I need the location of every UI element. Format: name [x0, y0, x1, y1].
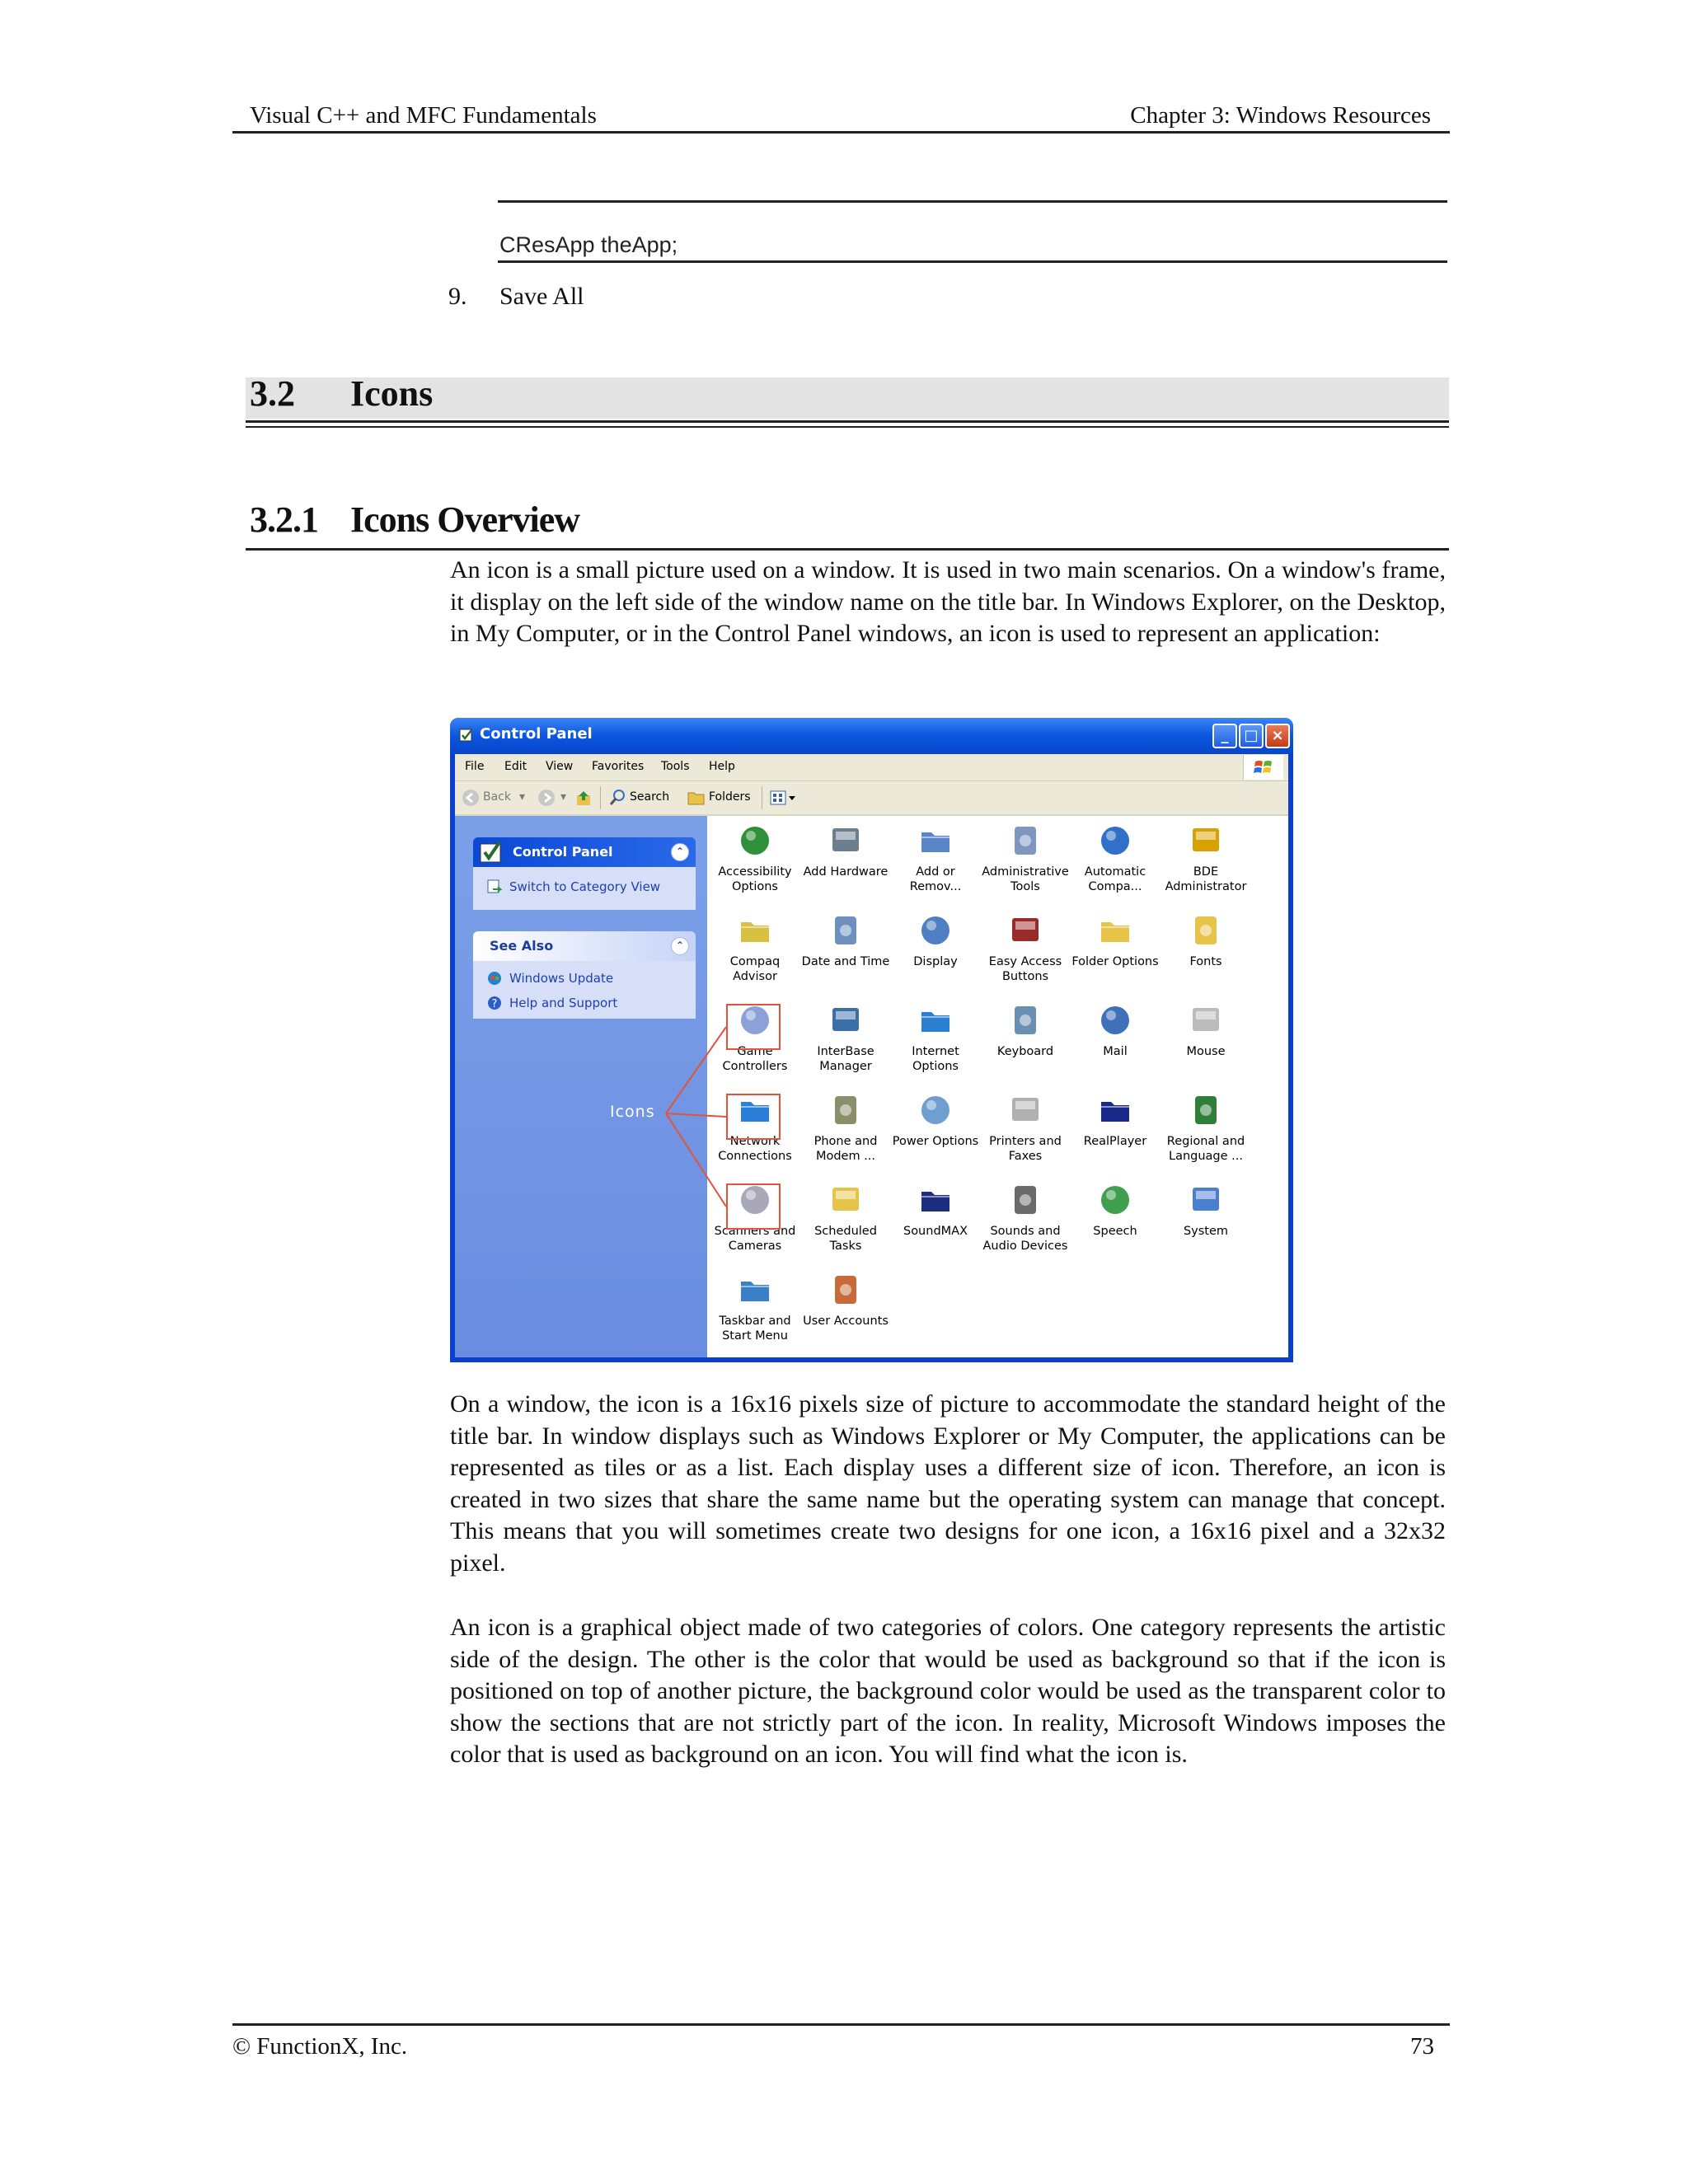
control-panel-box-title: Control Panel — [513, 844, 613, 860]
see-also-title: See Also — [490, 938, 554, 954]
control-panel-item-label: Display — [913, 955, 958, 968]
icons-callout-label: Icons — [610, 1103, 655, 1121]
control-panel-item-label: RealPlayer — [1083, 1135, 1147, 1148]
code-line: CResApp theApp; — [499, 232, 678, 257]
control-panel-item-label: Automatic Compa... — [1084, 865, 1146, 893]
collapse-icon[interactable]: ⌃ — [671, 843, 689, 861]
control-panel-item-label: Taskbar and Start Menu — [719, 1315, 791, 1343]
code-bottom-rule — [498, 260, 1447, 263]
control-panel-item-label: Power Options — [892, 1135, 979, 1148]
running-header-left: Visual C++ and MFC Fundamentals — [250, 102, 597, 129]
control-panel-item-label: Add Hardware — [803, 865, 889, 879]
section-number: 3.2 — [250, 373, 295, 414]
minimize-button[interactable]: _ — [1212, 724, 1237, 748]
control-panel-item-label: Administrative Tools — [982, 865, 1069, 893]
control-panel-item-label: Fonts — [1189, 955, 1222, 968]
help-support-link[interactable]: Help and Support — [509, 996, 618, 1010]
section-rule — [246, 420, 1449, 423]
code-top-rule — [498, 200, 1447, 203]
maximize-button[interactable]: □ — [1239, 724, 1264, 748]
menu-file[interactable]: File — [465, 760, 485, 773]
menu-tools[interactable]: Tools — [661, 760, 690, 773]
control-panel-item-label: Internet Options — [912, 1045, 959, 1073]
control-panel-item-label: Folder Options — [1071, 955, 1159, 968]
control-panel-window — [450, 718, 1293, 1362]
section-title: Icons — [350, 373, 434, 414]
control-panel-item-label: Speech — [1093, 1225, 1137, 1238]
paragraph-intro: An icon is a small picture used on a window. It is used in two main scenarios. On a window's frame, it display on the left side of the window name on the title bar. In Windows Explorer, on the Desktop, in My Computer, or in the Control Panel windows, an icon is used to represent an application: — [450, 556, 1446, 648]
control-panel-item-label: Keyboard — [996, 1045, 1054, 1058]
subsection-title: Icons Overview — [350, 499, 580, 540]
step-number: 9. — [448, 283, 467, 310]
header-rule — [232, 131, 1450, 134]
step-text: Save All — [499, 283, 584, 310]
back-button[interactable]: Back — [483, 790, 511, 804]
control-panel-item-label: Mouse — [1186, 1045, 1226, 1058]
subsection-rule — [246, 548, 1449, 551]
control-panel-item-label: Add or Remov... — [909, 865, 962, 893]
control-panel-item-label: User Accounts — [803, 1315, 889, 1328]
control-panel-item-label: Mail — [1103, 1045, 1128, 1058]
svg-text:?: ? — [491, 998, 498, 1010]
control-panel-item-label: Compaq Advisor — [729, 955, 781, 983]
control-panel-item-label: Phone and Modem ... — [814, 1135, 878, 1163]
collapse-icon[interactable]: ⌃ — [671, 937, 689, 955]
close-button[interactable]: × — [1265, 724, 1290, 748]
running-header-right: Chapter 3: Windows Resources — [1130, 102, 1431, 129]
control-panel-item-label: Printers and Faxes — [989, 1135, 1062, 1163]
callout-arrows — [450, 718, 1293, 1362]
footer-rule — [232, 2023, 1450, 2026]
paragraph-sizes: On a window, the icon is a 16x16 pixels size of picture to accommodate the standard height of the title bar. In window displays such as Windows Explorer or My Computer, the applications can be represented as tiles or as a list. Each display uses a different size of icon. Therefore, an icon is created in two sizes that share the same name but the operating system can manage that concept. This means that you will sometimes create two designs for one icon, a 16x16 pixel and a 32x32 pixel. — [450, 1390, 1446, 1577]
window-title: Control Panel — [480, 725, 593, 743]
control-panel-item-label: Scanners and Cameras — [714, 1225, 796, 1253]
forward-dropdown-icon[interactable]: ▾ — [560, 790, 567, 804]
menu-help[interactable]: Help — [709, 760, 735, 773]
paragraph-colors: An icon is a graphical object made of two categories of colors. One category represents the artistic side of the design. The other is the color that would be used as background so that if the icon is positioned on top of another picture, the background color would be used as the transparent color to show the sections that are not strictly part of the icon. In reality, Microsoft Windows imposes the color that is used as background on an icon. You will find what the icon is. — [450, 1614, 1446, 1769]
menu-edit[interactable]: Edit — [504, 760, 528, 773]
subsection-number: 3.2.1 — [250, 499, 318, 540]
control-panel-item-label: Date and Time — [801, 955, 890, 968]
menu-view[interactable]: View — [546, 760, 574, 773]
page-number: 73 — [1410, 2033, 1434, 2060]
control-panel-item-label: Accessibility Options — [718, 865, 792, 893]
windows-update-link[interactable]: Windows Update — [509, 971, 614, 986]
search-button[interactable]: Search — [630, 790, 670, 804]
control-panel-item-label: Game Controllers — [722, 1045, 788, 1073]
control-panel-item-label: Regional and Language ... — [1166, 1135, 1245, 1163]
control-panel-item-label: Scheduled Tasks — [814, 1225, 877, 1253]
menu-favorites[interactable]: Favorites — [592, 760, 645, 773]
back-dropdown-icon[interactable]: ▾ — [519, 790, 526, 804]
footer-copyright: © FunctionX, Inc. — [232, 2033, 408, 2060]
control-panel-item-label: System — [1183, 1225, 1229, 1238]
control-panel-item-label: BDE Administrator — [1165, 865, 1247, 893]
switch-category-view-link[interactable]: Switch to Category View — [509, 879, 661, 894]
control-panel-item-label: SoundMAX — [903, 1225, 968, 1238]
control-panel-item-label: Network Connections — [718, 1135, 792, 1163]
control-panel-item-label: Easy Access Buttons — [988, 955, 1062, 983]
control-panel-item-label: InterBase Manager — [817, 1045, 874, 1073]
control-panel-item-label: Sounds and Audio Devices — [982, 1225, 1068, 1253]
section-rule-2 — [246, 426, 1449, 428]
folders-button[interactable]: Folders — [709, 790, 751, 804]
